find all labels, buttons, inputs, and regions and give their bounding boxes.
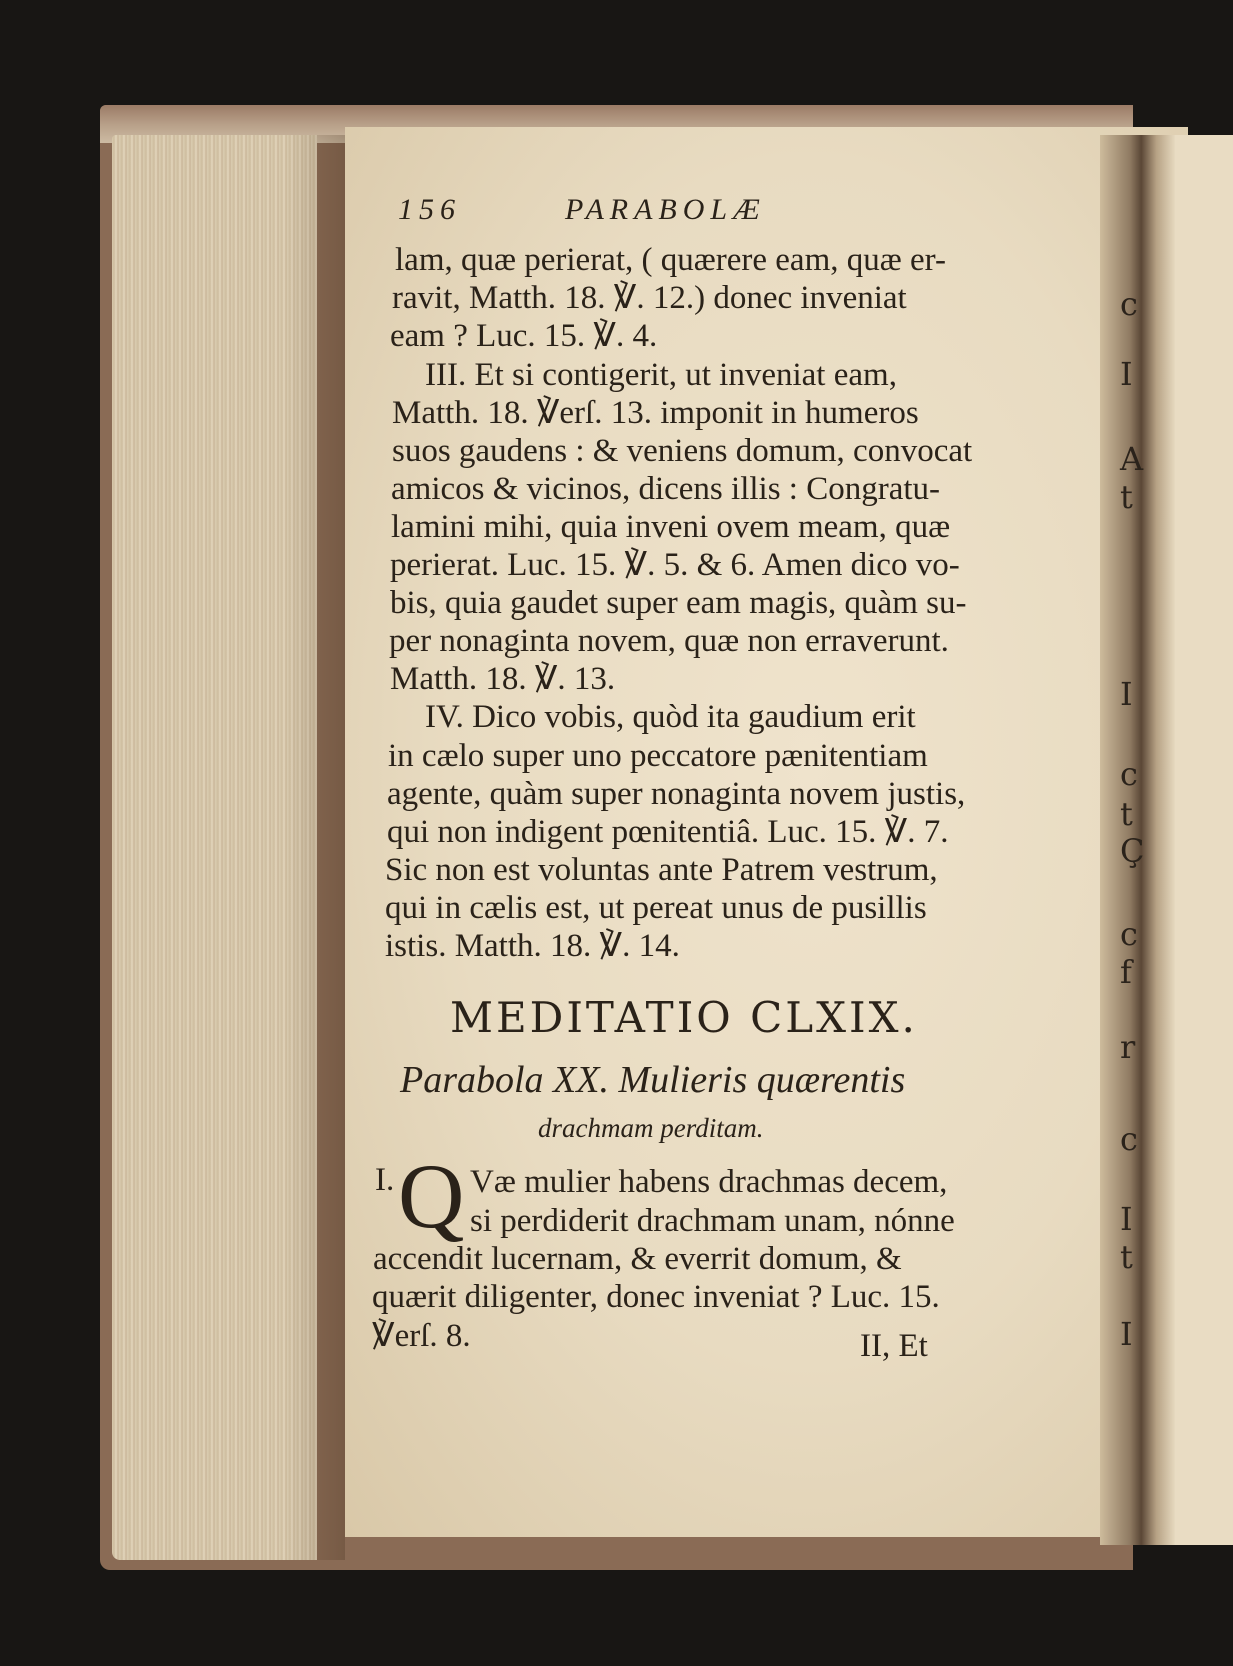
catchword: II, Et bbox=[860, 1328, 928, 1364]
text-line: Matth. 18. ℣. 13. bbox=[390, 661, 616, 697]
text-line: qui non indigent pœnitentiâ. Luc. 15. ℣. 7. bbox=[387, 814, 949, 850]
facing-page-glyph: t bbox=[1120, 1238, 1133, 1276]
text-line: in cælo super uno peccatore pænitentiam bbox=[388, 738, 928, 774]
meditation-subtitle-line-2: drachmam perditam. bbox=[538, 1113, 764, 1143]
text-line: quærit diligenter, donec inveniat ? Luc. 15. bbox=[372, 1279, 940, 1315]
text-line: IV. Dico vobis, quòd ita gaudium erit bbox=[425, 699, 916, 735]
drop-cap: Q bbox=[398, 1145, 465, 1247]
text-line: ravit, Matth. 18. ℣. 12.) donec inveniat bbox=[392, 280, 907, 316]
facing-page-glyph: Ç bbox=[1120, 832, 1145, 870]
facing-page-glyph: I bbox=[1120, 1315, 1133, 1353]
text-line: perierat. Luc. 15. ℣. 5. & 6. Amen dico vo- bbox=[390, 547, 960, 583]
facing-page-glyph: c bbox=[1120, 1120, 1138, 1158]
facing-page-glyph: I bbox=[1120, 355, 1133, 393]
text-line: istis. Matth. 18. ℣. 14. bbox=[385, 928, 680, 964]
facing-page-glyph: c bbox=[1120, 915, 1138, 953]
facing-page-glyph: t bbox=[1120, 478, 1133, 516]
text-line: agente, quàm super nonaginta novem justis, bbox=[387, 776, 966, 812]
facing-page-glyph: c bbox=[1120, 285, 1138, 323]
page-number: 156 bbox=[398, 193, 461, 226]
meditation-subtitle: Parabola XX. Mulieris quærentis bbox=[400, 1059, 906, 1101]
text-line: suos gaudens : & veniens domum, convocat bbox=[392, 433, 973, 469]
text-line: Sic non est voluntas ante Patrem vestrum, bbox=[385, 852, 938, 888]
text-line: III. Et si contigerit, ut inveniat eam, bbox=[425, 357, 897, 393]
running-head: PARABOLÆ bbox=[565, 193, 766, 226]
text-line: bis, quia gaudet super eam magis, quàm su- bbox=[390, 585, 967, 621]
fore-edge-shadow bbox=[285, 135, 345, 1560]
text-line: eam ? Luc. 15. ℣. 4. bbox=[390, 318, 658, 354]
text-line: ℣erſ. 8. bbox=[372, 1318, 471, 1354]
facing-page-glyph: I bbox=[1120, 675, 1133, 713]
text-line: si perdiderit drachmam unam, nónne bbox=[470, 1203, 955, 1239]
text-line: qui in cælis est, ut pereat unus de pusillis bbox=[385, 890, 927, 926]
text-line: Væ mulier habens drachmas decem, bbox=[470, 1164, 948, 1200]
text-line: lamini mihi, quia inveni ovem meam, quæ bbox=[391, 509, 951, 545]
facing-page-glyph: c bbox=[1120, 755, 1138, 793]
text-line: Matth. 18. ℣erſ. 13. imponit in humeros bbox=[392, 395, 919, 431]
facing-page-glyph: r bbox=[1120, 1028, 1136, 1066]
facing-page-glyph: A bbox=[1120, 440, 1144, 478]
text-line: lam, quæ perierat, ( quærere eam, quæ er- bbox=[395, 242, 946, 278]
text-line: accendit lucernam, & everrit domum, & bbox=[373, 1241, 902, 1277]
text-line: per nonaginta novem, quæ non erraverunt. bbox=[389, 623, 949, 659]
text-line: amicos & vicinos, dicens illis : Congratu- bbox=[391, 471, 941, 507]
right-page-edge bbox=[1175, 135, 1233, 1545]
section-numeral: I. bbox=[375, 1162, 395, 1198]
facing-page-glyph: f bbox=[1120, 953, 1132, 991]
facing-page-glyph: t bbox=[1120, 795, 1133, 833]
meditation-title: MEDITATIO CLXIX. bbox=[450, 993, 918, 1042]
facing-page-glyph: I bbox=[1120, 1200, 1133, 1238]
